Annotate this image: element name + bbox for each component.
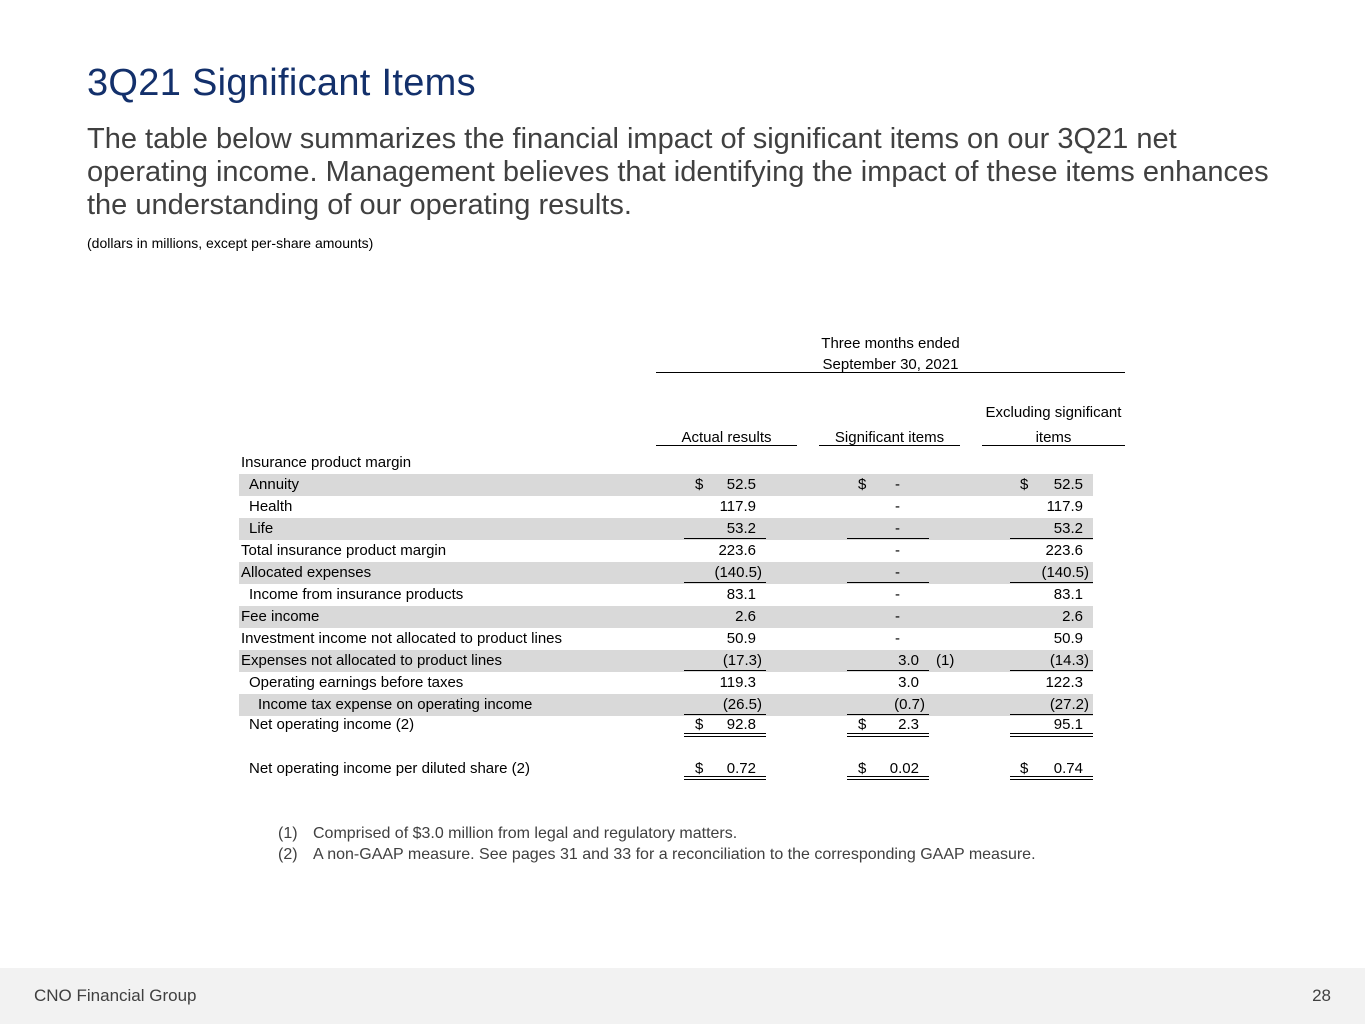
table-row [239, 540, 1093, 562]
period-header-line2: September 30, 2021 [822, 356, 959, 373]
row-label: Net operating income (2) [249, 716, 415, 733]
table-row [239, 474, 1093, 496]
value-excluding: 223.6 [1045, 542, 1083, 559]
currency-symbol: $ [858, 476, 867, 493]
col-underline-actual [656, 445, 797, 446]
subtotal-rule [847, 538, 929, 539]
value-significant: 3.0 [898, 674, 919, 691]
table-row [239, 606, 1093, 628]
intro-paragraph: The table below summarizes the financial impact of significant items on our 3Q21 net operating income. Management believes that identifying the impact of these items enhances the understanding of our operating results. [87, 123, 1269, 221]
period-header-line1: Three months ended [821, 335, 960, 352]
value-significant: - [895, 498, 900, 515]
value-actual: (26.5) [722, 696, 762, 713]
row-label: Total insurance product margin [241, 542, 447, 559]
total-double-rule [684, 733, 766, 737]
value-excluding: 2.6 [1062, 608, 1083, 625]
row-label: Net operating income per diluted share (2) [249, 760, 530, 777]
currency-symbol: $ [1020, 476, 1029, 493]
value-significant: 0.02 [889, 760, 919, 777]
value-actual: (140.5) [714, 564, 762, 581]
table-row [239, 672, 1093, 694]
footnotes [278, 825, 1036, 867]
footnote-ref: (1) [936, 652, 955, 669]
footnote-1 [278, 825, 1036, 846]
footnote-2 [278, 846, 1036, 867]
value-actual: 53.2 [726, 520, 756, 537]
value-excluding: 95.1 [1053, 716, 1083, 733]
total-double-rule [847, 776, 929, 780]
subtotal-rule [1010, 670, 1093, 671]
footnote-text: Comprised of $3.0 million from legal and regulatory matters. [313, 825, 738, 842]
currency-symbol: $ [695, 476, 704, 493]
value-excluding: (14.3) [1049, 652, 1089, 669]
table-row [239, 758, 1093, 780]
currency-symbol: $ [1020, 760, 1029, 777]
value-excluding: (140.5) [1041, 564, 1089, 581]
currency-symbol: $ [858, 760, 867, 777]
subtotal-rule [847, 670, 929, 671]
value-actual: 2.6 [735, 608, 756, 625]
footer-org-name: CNO Financial Group [34, 986, 197, 1005]
value-actual: 50.9 [726, 630, 756, 647]
value-excluding: 0.74 [1053, 760, 1083, 777]
subtotal-rule [684, 538, 766, 539]
table-row [239, 562, 1093, 584]
value-significant: - [895, 564, 900, 581]
table-row [239, 714, 1093, 736]
value-significant: (0.7) [894, 696, 925, 713]
value-actual: 0.72 [726, 760, 756, 777]
total-double-rule [1010, 733, 1093, 737]
col-header-excluding-line2: items [1035, 429, 1072, 446]
row-label: Health [249, 498, 293, 515]
currency-symbol: $ [695, 760, 704, 777]
col-underline-significant [819, 445, 960, 446]
subtotal-rule [684, 670, 766, 671]
total-double-rule [1010, 776, 1093, 780]
footnote-number: (1) [278, 825, 298, 842]
footer-bar [0, 968, 1365, 1024]
col-header-excluding-line1: Excluding significant [985, 404, 1122, 421]
value-significant: - [895, 542, 900, 559]
subtotal-rule [1010, 582, 1093, 583]
value-excluding: 122.3 [1045, 674, 1083, 691]
subtotal-rule [847, 582, 929, 583]
subtotal-rule [1010, 538, 1093, 539]
value-significant: 2.3 [898, 716, 919, 733]
total-double-rule [684, 776, 766, 780]
value-actual: 119.3 [719, 674, 756, 691]
row-label: Annuity [249, 476, 300, 493]
value-significant: - [895, 630, 900, 647]
row-label: Expenses not allocated to product lines [241, 652, 502, 669]
page-number: 28 [1312, 986, 1331, 1005]
row-label: Income tax expense on operating income [258, 696, 533, 713]
value-actual: 117.9 [719, 498, 756, 515]
currency-symbol: $ [695, 716, 704, 733]
table-row [239, 518, 1093, 540]
currency-symbol: $ [858, 716, 867, 733]
value-actual: (17.3) [722, 652, 762, 669]
page-title: 3Q21 Significant Items [87, 62, 476, 104]
table-row [239, 628, 1093, 650]
col-header-actual: Actual results [681, 429, 772, 446]
row-label: Life [249, 520, 274, 537]
value-excluding: (27.2) [1049, 696, 1089, 713]
total-double-rule [847, 733, 929, 737]
table-row [239, 650, 1093, 672]
row-label: Allocated expenses [241, 564, 372, 581]
value-excluding: 53.2 [1053, 520, 1083, 537]
value-excluding: 50.9 [1053, 630, 1083, 647]
table-row [239, 496, 1093, 518]
row-label: Investment income not allocated to product lines [241, 630, 563, 647]
row-label: Income from insurance products [249, 586, 464, 603]
value-excluding: 52.5 [1053, 476, 1083, 493]
value-significant: - [895, 608, 900, 625]
value-actual: 92.8 [726, 716, 756, 733]
value-excluding: 83.1 [1053, 586, 1083, 603]
value-significant: - [895, 476, 900, 493]
period-underline [656, 372, 1125, 373]
subtotal-rule [684, 582, 766, 583]
row-label: Operating earnings before taxes [249, 674, 464, 691]
section-label: Insurance product margin [241, 454, 412, 471]
table-row [239, 584, 1093, 606]
section-row [239, 452, 1093, 474]
value-significant: - [895, 586, 900, 603]
value-actual: 83.1 [726, 586, 756, 603]
value-significant: - [895, 520, 900, 537]
footnote-number: (2) [278, 846, 298, 863]
row-label: Fee income [241, 608, 320, 625]
col-underline-excluding [982, 445, 1125, 446]
value-actual: 52.5 [726, 476, 756, 493]
value-significant: 3.0 [898, 652, 919, 669]
value-actual: 223.6 [718, 542, 756, 559]
col-header-significant: Significant items [834, 429, 945, 446]
units-note: (dollars in millions, except per-share amounts) [87, 235, 374, 251]
value-excluding: 117.9 [1046, 498, 1083, 515]
footnote-text: A non-GAAP measure. See pages 31 and 33 for a reconciliation to the corresponding GAAP measure. [313, 846, 1036, 863]
table-row [239, 694, 1093, 716]
